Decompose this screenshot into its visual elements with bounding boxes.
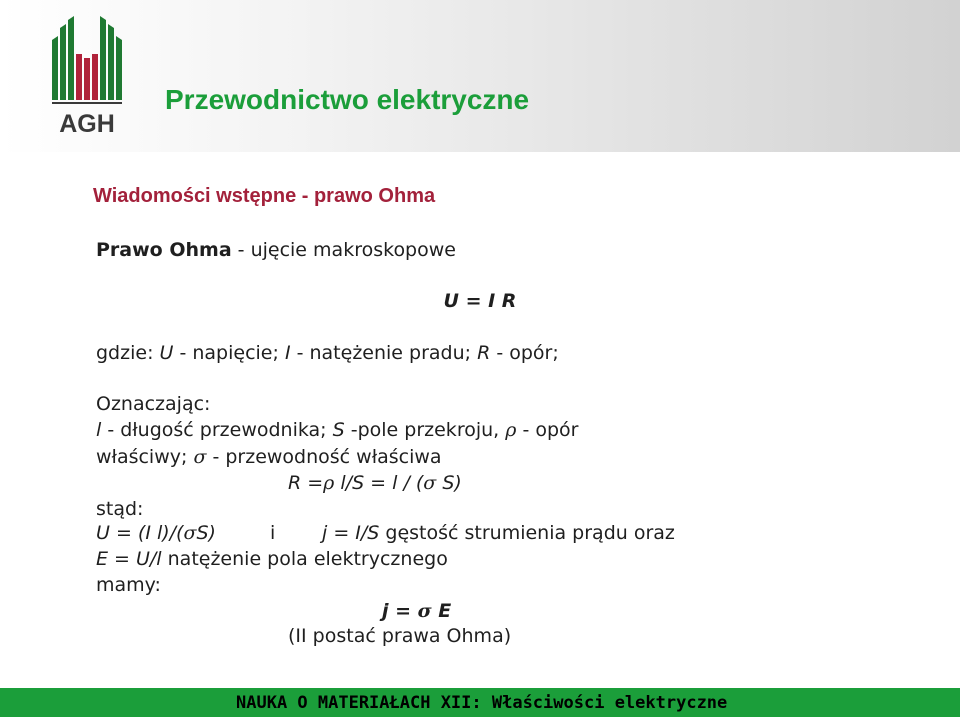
var-i: I [284, 342, 291, 364]
geometry-definition [96, 419, 578, 441]
page-title: Przewodnictwo elektryczne [165, 84, 530, 115]
and-word: i [270, 522, 276, 544]
r-formula-c: S) [436, 472, 462, 494]
final-formula-a: j = [382, 600, 418, 622]
law-description: - ujęcie makroskopowe [231, 239, 456, 261]
variables-definition [96, 342, 559, 364]
logo-text: AGH [59, 110, 115, 136]
sigma-symbol-2: σ [423, 472, 437, 494]
slide-header [0, 0, 960, 152]
def-i: - natężenie pradu; [290, 342, 478, 364]
j-description: gęstość strumienia prądu oraz [379, 522, 675, 544]
field-definition [96, 548, 448, 570]
hence-label: stąd: [96, 498, 144, 520]
rho-symbol-2: ρ [323, 472, 335, 494]
var-r: R [477, 342, 491, 364]
agh-logo [48, 14, 126, 136]
def-u: - napięcie; [173, 342, 285, 364]
section-subtitle: Wiadomości wstępne - prawo Ohma [93, 185, 436, 207]
e-description: natężenie pola elektrycznego [161, 548, 448, 570]
def-rho-cont: właściwy; [96, 446, 194, 468]
ohm-formula: U = I R [443, 290, 517, 312]
def-r: - opór; [490, 342, 559, 364]
var-l: l [96, 419, 102, 441]
sigma-symbol-3: σ [183, 522, 197, 544]
r-formula-b: l/S = l / ( [334, 472, 424, 494]
var-u: U [159, 342, 174, 364]
def-sigma: - przewodność właściwa [206, 446, 442, 468]
rho-symbol: ρ [505, 419, 517, 441]
u-formula-a: U = (I l)/( [96, 522, 184, 544]
where-intro: gdzie: [96, 342, 160, 364]
r-formula-a: R = [288, 472, 324, 494]
we-have-label: mamy: [96, 574, 161, 596]
def-rho: - opór [516, 419, 579, 441]
j-definition: j = I/S [322, 522, 380, 544]
sigma-symbol: σ [193, 446, 207, 468]
def-s: -pole przekroju, [344, 419, 506, 441]
def-l: - długość przewodnika; [101, 419, 333, 441]
voltage-current-formulas [96, 522, 216, 544]
law-heading [96, 239, 456, 261]
u-formula-b: S) [196, 522, 216, 544]
denoting-label: Oznaczając: [96, 393, 211, 415]
footer-bar [0, 688, 960, 717]
footer-text: NAUKA O MATERIAŁACH XII: Właściwości elektryczne [236, 693, 728, 713]
final-formula-b: E [431, 600, 452, 622]
current-density-definition [322, 522, 675, 544]
final-note: (II postać prawa Ohma) [288, 625, 512, 647]
law-name: Prawo Ohma [96, 239, 232, 261]
resistance-formula [288, 472, 462, 494]
conductivity-definition [96, 446, 442, 468]
e-definition: E = U/l [96, 548, 162, 570]
var-s: S [332, 419, 345, 441]
final-formula [382, 600, 451, 622]
sigma-symbol-4: σ [417, 600, 432, 622]
